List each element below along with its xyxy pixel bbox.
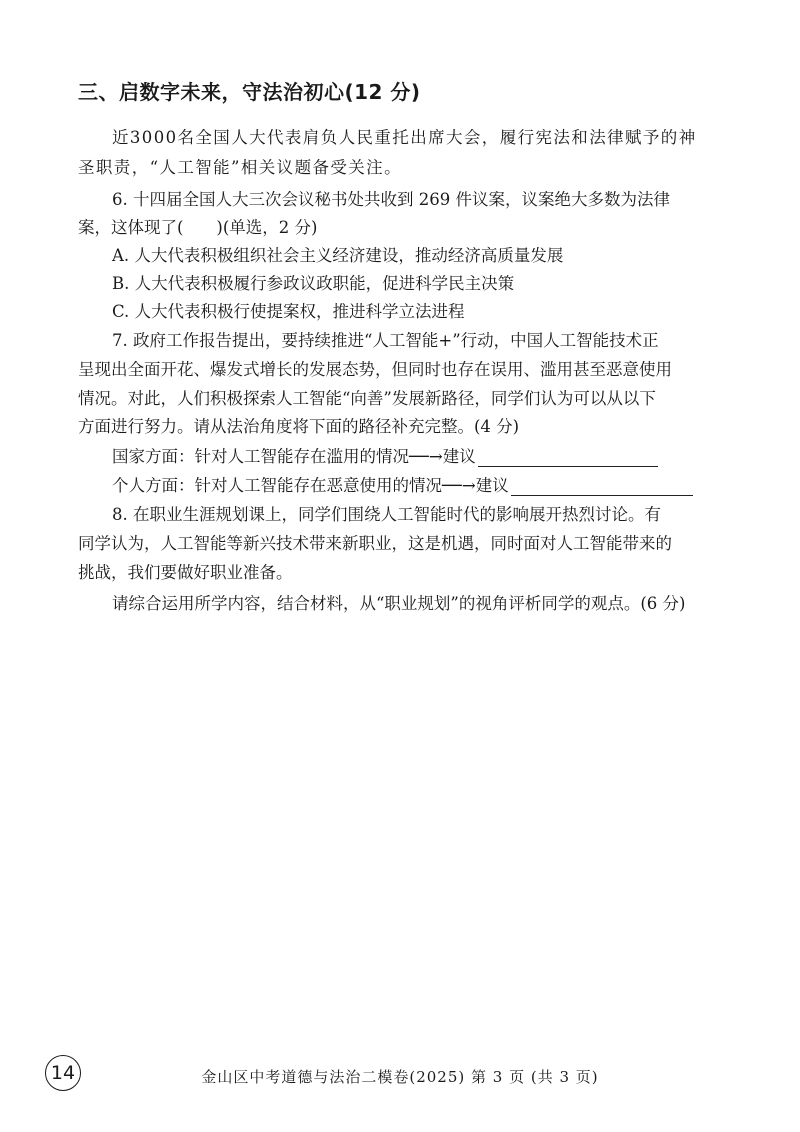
q7-path-personal-label: 个人方面：针对人工智能存在恶意使用的情况──→建议: [112, 476, 509, 495]
footer-text: 金山区中考道德与法治二模卷(2025) 第 3 页 (共 3 页): [201, 1068, 599, 1086]
q6-option-a: A. 人大代表积极组织社会主义经济建设，推动经济高质量发展: [112, 246, 564, 265]
q6-stem-line-2: 案，这体现了( )(单选，2 分): [78, 218, 318, 237]
q7-path-national-label: 国家方面：针对人工智能存在滥用的情况──→建议: [112, 447, 476, 466]
q7-path-national: [112, 443, 658, 467]
q7-stem-line-2: 呈现出全面开花、爆发式增长的发展态势，但同时也存在误用、滥用甚至恶意使用: [78, 360, 672, 379]
q8-stem-line-3: 挑战，我们要做好职业准备。: [78, 563, 293, 582]
q8-prompt: 请综合运用所学内容，结合材料，从“职业规划”的视角评析同学的观点。(6 分): [112, 594, 686, 613]
q7-stem-line-1: 7. 政府工作报告提出，要持续推进“人工智能+”行动，中国人工智能技术正: [112, 331, 659, 350]
q8-stem-line-1: 8. 在职业生涯规划课上，同学们围绕人工智能时代的影响展开热烈讨论。有: [112, 505, 661, 524]
intro-line-2: 圣职责，“人工智能”相关议题备受关注。: [78, 158, 402, 177]
q7-path-personal: [112, 472, 693, 496]
q6-option-b: B. 人大代表积极履行参政议政职能，促进科学民主决策: [112, 274, 515, 293]
q7-personal-answer-blank[interactable]: [511, 477, 693, 496]
q7-national-answer-blank[interactable]: [478, 448, 658, 467]
q8-stem-line-2: 同学认为，人工智能等新兴技术带来新职业，这是机遇，同时面对人工智能带来的: [78, 534, 672, 553]
q7-stem-line-3: 情况。对此，人们积极探索人工智能“向善”发展新路径，同学们认为可以从以下: [78, 389, 656, 408]
q7-stem-line-4: 方面进行努力。请从法治角度将下面的路径补充完整。(4 分): [78, 417, 520, 436]
intro-line-1: 近3000名全国人大代表肩负人民重托出席大会，履行宪法和法律赋予的神: [112, 128, 697, 147]
q6-stem-line-1: 6. 十四届全国人大三次会议秘书处共收到 269 件议案，议案绝大多数为法律: [112, 190, 670, 209]
q6-option-c: C. 人大代表积极行使提案权，推进科学立法进程: [112, 302, 465, 321]
section-title: 三、启数字未来，守法治初心(12 分): [78, 80, 421, 104]
page-number-badge: 14: [45, 1055, 81, 1091]
